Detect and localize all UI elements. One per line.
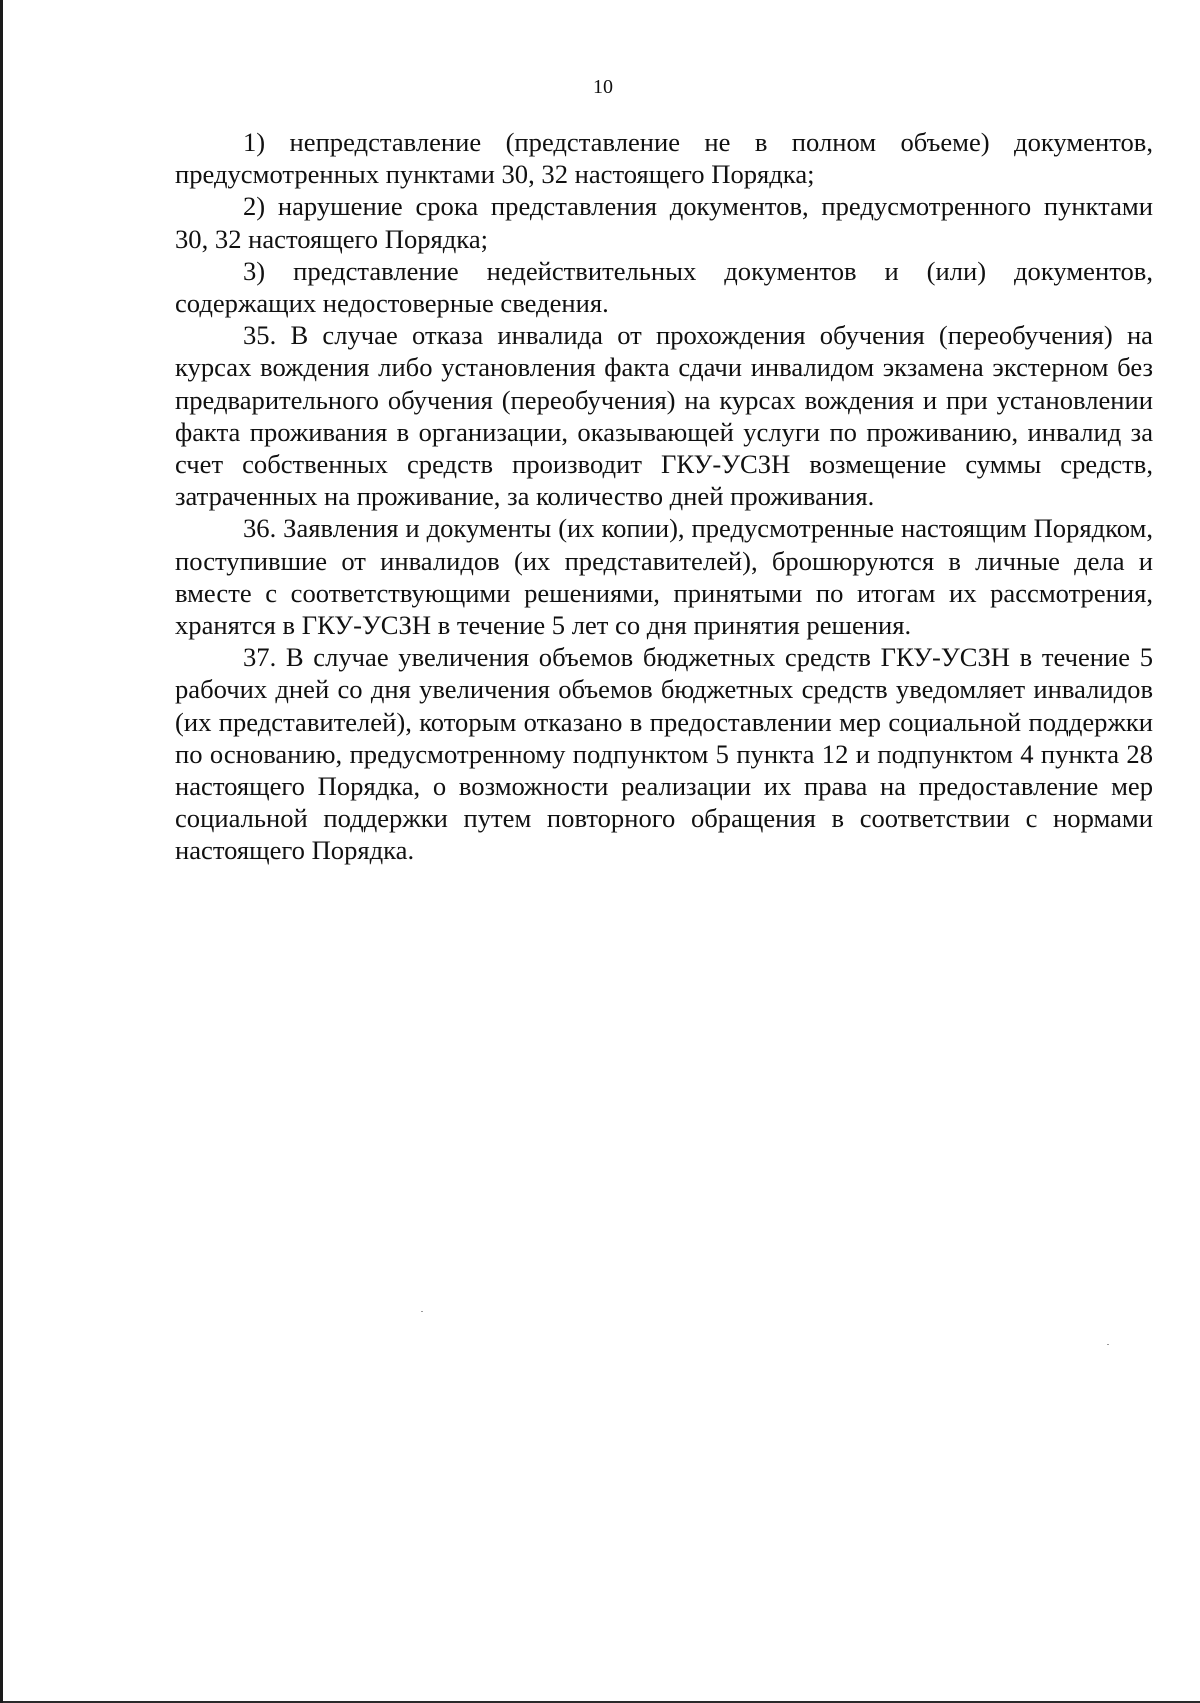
scan-speck [421,1311,423,1312]
paragraph-37: 37. В случае увеличения объемов бюджетных средств ГКУ-УСЗН в течение 5 рабочих дней со дня увеличения объемов бюджетных средств уведомляет инвалидов (их представителей), которым отказано в предоставлении мер социальной поддержки по основанию, предусмотренному подпунктом 5 пункта 12 и подпунктом 4 пункта 28 настоящего Порядка, о возможности реализации их права на предоставление мер социальной поддержки путем повторного обращения в соответствии с нормами настоящего Порядка. [175,642,1153,866]
paragraph-36: 36. Заявления и документы (их копии), предусмотренные настоящим Порядком, поступившие от инвалидов (их представителей), брошюруются в личные дела и вместе с соответствующими решениями, принятыми по итогам их рассмотрения, хранятся в ГКУ-УСЗН в течение 5 лет со дня принятия решения. [175,513,1153,641]
paragraph-item-3: 3) представление недействительных документов и (или) документов, содержащих недостоверные сведения. [175,255,1153,319]
paragraph-item-1: 1) непредставление (представление не в полном объеме) документов, предусмотренных пунктами 30, 32 настоящего Порядка; [175,127,1153,190]
document-body [175,126,1153,867]
paragraph-35: 35. В случае отказа инвалида от прохождения обучения (переобучения) на курсах вождения либо установления факта сдачи инвалидом экзамена экстерном без предварительного обучения (переобучения) на курсах вождения и при установлении факта проживания в организации, оказывающей услуги по проживанию, инвалид за счет собственных средств производит ГКУ-УСЗН возмещение суммы средств, затраченных на проживание, за количество дней проживания. [175,320,1153,512]
scan-speck [1107,1344,1109,1345]
paragraph-item-2: 2) нарушение срока представления документов, предусмотренного пунктами 30, 32 настоящего Порядка; [175,191,1153,254]
page-number: 10 [593,76,613,98]
